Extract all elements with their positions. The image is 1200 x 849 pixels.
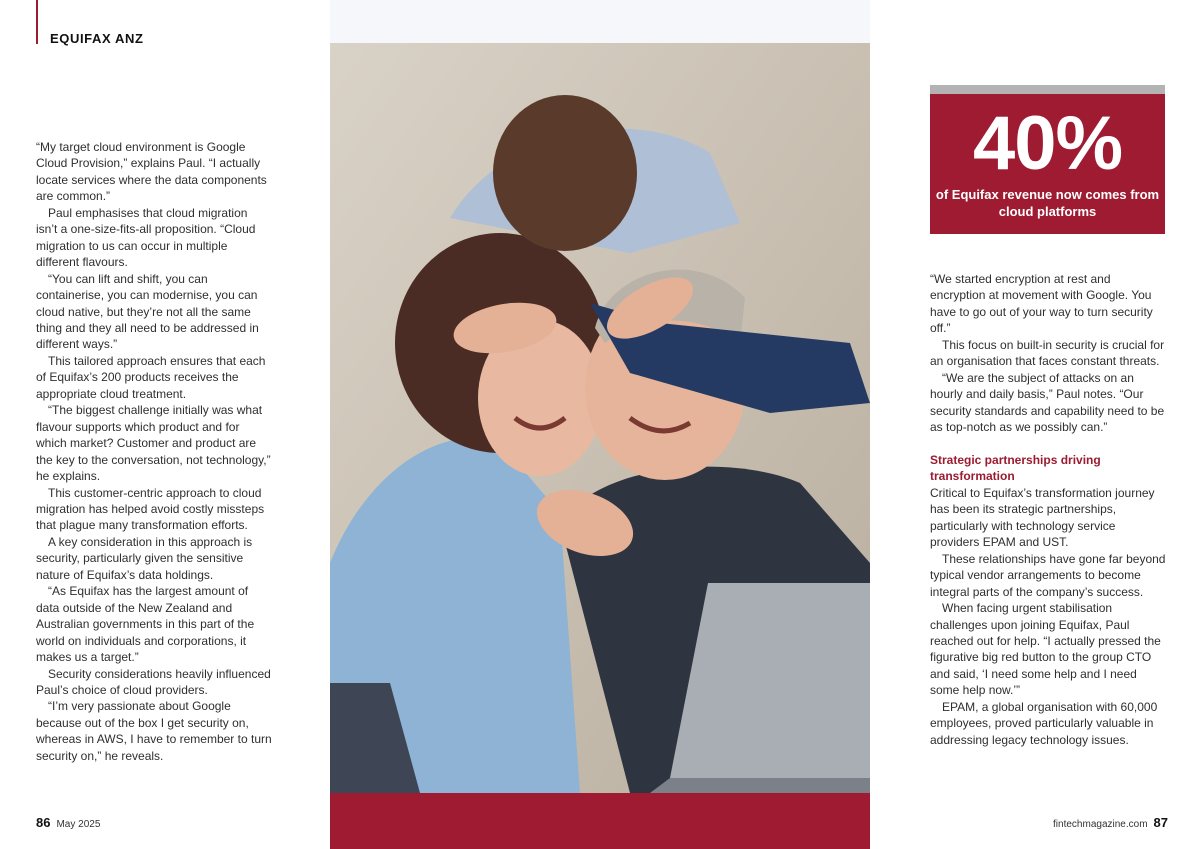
paragraph: This tailored approach ensures that each of Equifax’s 200 products receives the appropriate cloud treatment.	[36, 353, 266, 401]
section-brand-label: EQUIFAX ANZ	[50, 31, 144, 46]
photo-bottom-color-band	[330, 793, 870, 849]
left-article-column	[36, 139, 272, 764]
family-photo-image	[330, 43, 870, 793]
left-page-folio	[36, 815, 100, 830]
paragraph: This focus on built-in security is crucial for an organisation that faces constant threats.	[930, 337, 1165, 369]
left-page-number: 86	[36, 815, 51, 830]
paragraph: EPAM, a global organisation with 60,000 employees, proved particularly valuable in addressing legacy technology issues.	[930, 699, 1158, 747]
stat-callout-box	[930, 85, 1165, 234]
paragraph: “My target cloud environment is Google Cloud Provision,” explains Paul. “I actually locate services where the data components are common.”	[36, 140, 267, 204]
paragraph: Paul emphasises that cloud migration isn’t a one-size-fits-all proposition. “Cloud migration to us can occur in multiple different flavours.	[36, 205, 256, 270]
paragraph: This customer-centric approach to cloud migration has helped avoid costly missteps that plague many transformation efforts.	[36, 485, 265, 533]
paragraph: “We started encryption at rest and encryption at movement with Google. You have to go out of your way to turn security off.”	[930, 272, 1153, 336]
right-page-number: 87	[1153, 815, 1168, 830]
paragraph: These relationships have gone far beyond typical vendor arrangements to become integral parts of the company’s success.	[930, 551, 1166, 599]
paragraph: “The biggest challenge initially was what flavour supports which product and for which market? Customer and product are the key to the conversation, not technology,” he explains.	[36, 403, 271, 484]
paragraph: Critical to Equifax’s transformation journey has been its strategic partnerships, particularly with technology service providers EPAM and UST.	[930, 485, 1155, 550]
stat-caption: of Equifax revenue now comes from cloud platforms	[935, 187, 1160, 219]
stat-top-bar	[930, 85, 1165, 94]
paragraph: When facing urgent stabilisation challenges upon joining Equifax, Paul reached out for help. “I actually pressed the figurative big red button to the group CTO and said, ‘I need some help and I need some help now.’”	[930, 601, 1161, 698]
stat-value: 40%	[972, 101, 1123, 186]
site-url: fintechmagazine.com	[1053, 819, 1148, 830]
right-article-column	[930, 271, 1168, 748]
paragraph: “We are the subject of attacks on an hourly and daily basis,” Paul notes. “Our security standards and capability need to be as top-notch as we possibly can.”	[930, 370, 1165, 435]
paragraph: “I’m very passionate about Google because out of the box I get security on, whereas in AWS, I have to remember to turn security on,” he reveals.	[36, 699, 272, 763]
header-accent-rule	[36, 0, 38, 44]
paragraph: Security considerations heavily influenced Paul’s choice of cloud providers.	[36, 666, 271, 697]
section-subheading: Strategic partnerships driving transformation	[930, 452, 1101, 484]
right-page-folio	[1053, 815, 1168, 830]
photo-top-margin	[330, 0, 870, 43]
paragraph: “As Equifax has the largest amount of data outside of the New Zealand and Australian governments in this part of the world on individuals and corporations, it makes us a target.”	[36, 584, 255, 665]
paragraph: “You can lift and shift, you can containerise, you can modernise, you can cloud native, but they’re not all the same thing and they all need to be addressed in different ways.”	[36, 271, 259, 352]
issue-date: May 2025	[56, 819, 101, 830]
paragraph: A key consideration in this approach is security, particularly given the sensitive nature of Equifax’s data holdings.	[36, 534, 253, 582]
